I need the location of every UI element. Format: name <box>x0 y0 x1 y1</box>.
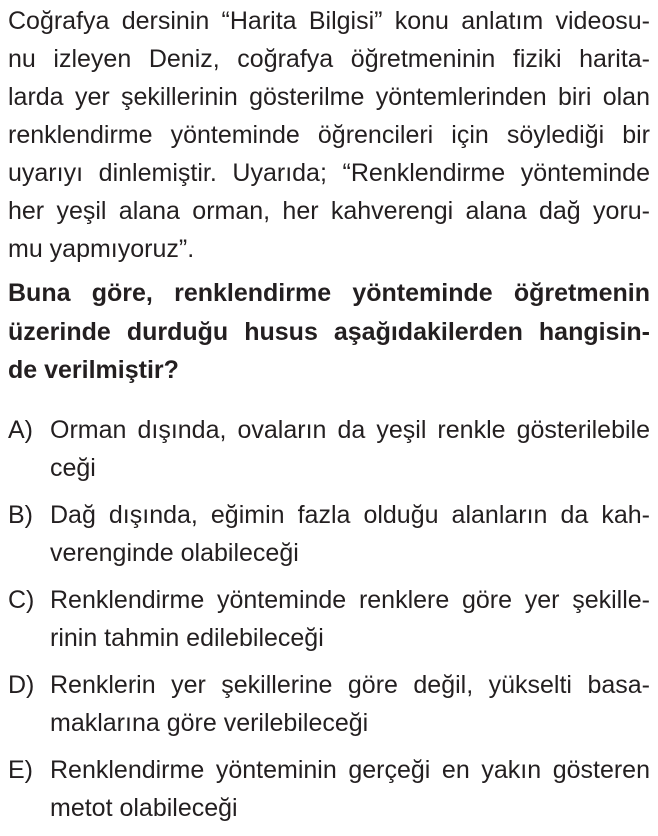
option-a[interactable] <box>8 411 650 487</box>
question-stem <box>8 274 650 390</box>
passage-line: mu yapmıyoruz”. <box>8 235 195 263</box>
passage-line: nu izleyen Deniz, coğrafya öğretmeninin fiziki harita- <box>8 45 650 73</box>
option-line: Renklendirme yönteminin gerçeği en yakın gösteren <box>50 755 650 784</box>
option-b[interactable] <box>8 496 650 572</box>
option-line: Renklendirme yönteminde renklere göre yer şekille- <box>50 585 650 614</box>
option-text <box>50 666 650 742</box>
option-letter: A) <box>8 415 33 444</box>
option-line: metot olabileceği <box>50 793 238 822</box>
passage-line: her yeşil alana orman, her kahverengi alana dağ yoru- <box>8 197 650 225</box>
option-d[interactable] <box>8 666 650 742</box>
option-line: rinin tahmin edilebileceği <box>50 623 324 652</box>
question-page <box>8 2 650 836</box>
option-e[interactable] <box>8 751 650 827</box>
option-line: maklarına göre verilebileceği <box>50 708 369 737</box>
option-line: Orman dışında, ovaların da yeşil renkle gösterilebile <box>50 415 650 444</box>
passage-line: larda yer şekillerinin gösterilme yöntemlerinden biri olan <box>8 83 650 111</box>
option-text <box>50 751 650 827</box>
option-letter: E) <box>8 755 33 784</box>
option-c[interactable] <box>8 581 650 657</box>
passage-line: uyarıyı dinlemiştir. Uyarıda; “Renklendirme yönteminde <box>8 159 650 187</box>
option-text <box>50 411 650 487</box>
option-line: verenginde olabileceği <box>50 538 299 567</box>
option-line: Dağ dışında, eğimin fazla olduğu alanların da kah- <box>50 500 650 529</box>
option-letter: B) <box>8 500 33 529</box>
option-text <box>50 581 650 657</box>
option-line: ceği <box>50 453 96 482</box>
option-letter: C) <box>8 585 35 614</box>
question-passage <box>8 2 650 268</box>
passage-line: renklendirme yönteminde öğrencileri için söylediği bir <box>8 121 650 149</box>
option-text <box>50 496 650 572</box>
option-line: Renklerin yer şekillerine göre değil, yükselti basa- <box>50 670 650 699</box>
question-stem-line: de verilmiştir? <box>8 356 179 384</box>
option-letter: D) <box>8 670 35 699</box>
question-stem-line: Buna göre, renklendirme yönteminde öğretmenin <box>8 279 650 307</box>
passage-line: Coğrafya dersinin “Harita Bilgisi” konu anlatım videosu- <box>8 7 650 35</box>
answer-options <box>8 411 650 827</box>
question-stem-line: üzerinde durduğu husus aşağıdakilerden hangisin- <box>8 317 650 346</box>
